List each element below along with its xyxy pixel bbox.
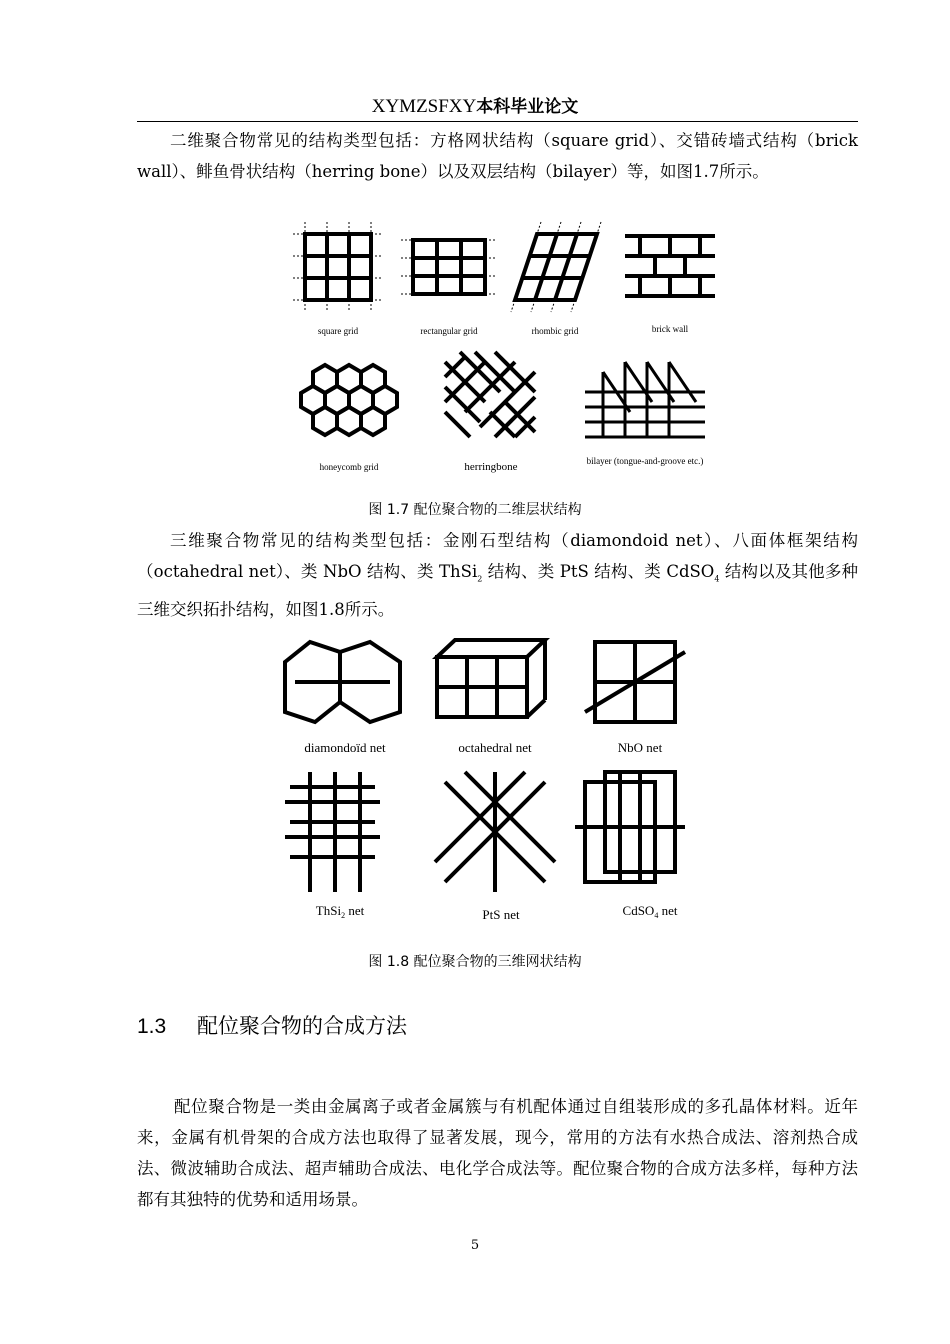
octahedral-net-diagram — [437, 640, 545, 717]
label-herringbone: herringbone — [464, 461, 518, 473]
label-rectangular-grid: rectangular grid — [420, 326, 478, 336]
paragraph-2d-structures: 二维聚合物常见的结构类型包括：方格网状结构（square grid）、交错砖墙式结构（brick wall）、鲱鱼骨状结构（herring bone）以及双层结构（bilayer）等，如图1.7所示。 — [137, 131, 858, 181]
para2-sub-b: 4 — [714, 574, 720, 584]
herringbone-diagram — [445, 352, 535, 437]
square-grid-diagram — [305, 234, 371, 300]
thsi2-net-diagram — [285, 772, 380, 892]
nbo-net-diagram — [585, 642, 685, 722]
section-heading — [137, 1010, 407, 1040]
para2-sub-a: 2 — [477, 574, 483, 584]
label-nbo-net: NbO net — [617, 740, 663, 755]
para2-text-b: 结构、类 PtS 结构、类 CdSO — [482, 562, 715, 581]
header-title: 本科毕业论文 — [476, 97, 579, 117]
figure-3d-nets — [265, 622, 725, 922]
label-bilayer: bilayer (tongue-and-groove etc.) — [586, 456, 704, 466]
label-square-grid: square grid — [317, 326, 359, 336]
label-brick-wall: brick wall — [651, 324, 689, 334]
figure-2d-layers — [285, 212, 725, 477]
page-header — [0, 96, 950, 118]
diamondoid-net-diagram — [285, 642, 400, 722]
para2-text-a: 三维聚合物常见的结构类型包括：金刚石型结构（diamondoid net）、八面体框架结构（octahedral net）、类 NbO 结构、类 ThSi — [137, 531, 858, 581]
para2-text-c: 结构以及其他多种三维交织拓扑结构，如图1.8所示。 — [137, 562, 858, 620]
honeycomb-grid-diagram — [301, 365, 397, 435]
brick-wall-diagram — [625, 236, 715, 296]
section-title: 配位聚合物的合成方法 — [197, 1014, 407, 1038]
rhombic-grid-diagram — [515, 234, 597, 300]
figure-1-8-caption: 图 1.8 配位聚合物的三维网状结构 — [368, 954, 582, 970]
label-cdso4-net: CdSO$_4$ net — [622, 903, 678, 920]
header-code: XYMZSFXY — [371, 96, 477, 117]
paragraph-3d-structures — [137, 525, 858, 625]
figure-1-7-caption: 图 1.7 配位聚合物的二维层状结构 — [368, 502, 582, 518]
label-rhombic-grid: rhombic grid — [531, 326, 579, 336]
label-pts-net: PtS net — [482, 907, 520, 922]
label-honeycomb-grid: honeycomb grid — [319, 462, 379, 472]
cdso4-net-diagram — [575, 772, 685, 882]
label-diamondoid-net: diamondoïd net — [304, 740, 386, 755]
section-number: 1.3 — [137, 1015, 167, 1038]
bilayer-diagram — [585, 362, 705, 437]
header-rule — [137, 121, 858, 122]
pts-net-diagram — [435, 772, 555, 892]
rectangular-grid-diagram — [413, 240, 485, 294]
paragraph-synthesis: 配位聚合物是一类由金属离子或者金属簇与有机配体通过自组装形成的多孔晶体材料。近年来，金属有机骨架的合成方法也取得了显著发展，现今，常用的方法有水热合成法、溶剂热合成法、微波辅助合成法、超声辅助合成法、电化学合成法等。配位聚合物的合成方法多样，每种方法都有其独特的优势和适用场景。 — [137, 1097, 858, 1209]
page-number: 5 — [470, 1238, 480, 1253]
label-thsi2-net: ThSi$_2$ net — [315, 903, 365, 920]
label-octahedral-net: octahedral net — [458, 740, 532, 755]
